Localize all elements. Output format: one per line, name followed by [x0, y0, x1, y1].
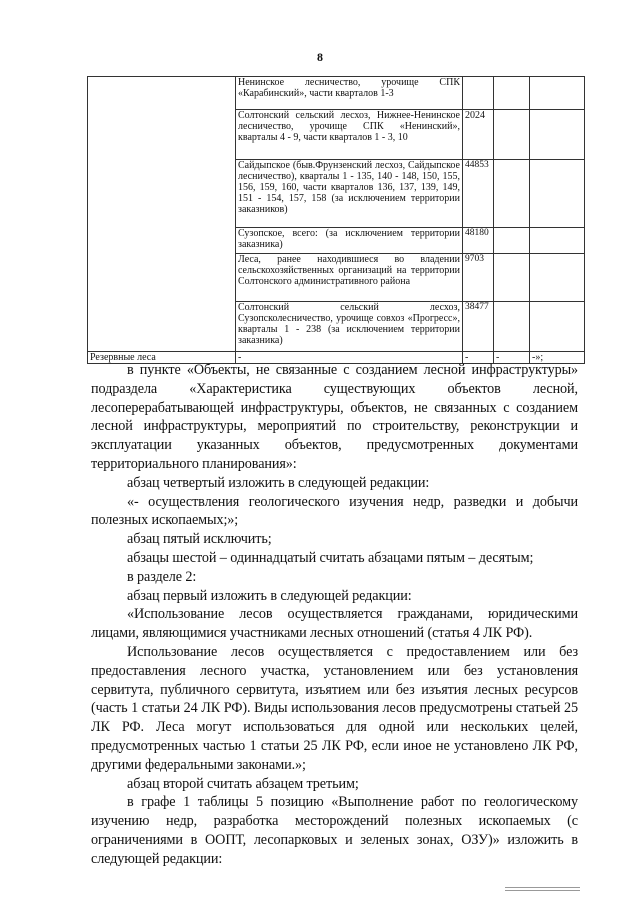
table-cell-extra: [530, 77, 585, 110]
table-cell-description: Сайдыпское (быв.Фрунзенский лесхоз, Сайдыпское лесничество), кварталы 1 - 135, 140 - 148, 150, 155, 156, 159, 160, части кварталов 136, 137, 139, 149, 151 - 154, 157, 158 (за исключением территории заказников): [236, 160, 463, 228]
footer-line: [505, 887, 580, 888]
table-cell-area: [463, 77, 494, 110]
footer-line: [505, 890, 580, 891]
table-cell-area: 38477: [463, 302, 494, 352]
paragraph: Использование лесов осуществляется с предоставлением или без предоставления лесного участка, установлением или без установления сервитута, публичного сервитута, изъятием или без изъятия лесных ресурсов (часть 1 статьи 24 ЛК РФ). Виды использования лесов предусмотрены статьей 25 ЛК РФ. Леса могут использоваться для одной или нескольких целей, предусмотренных частью 1 статьи 25 ЛК РФ, если иное не установлено ЛК РФ, другими федеральными законами.»;: [91, 643, 578, 773]
table-cell-dash: -: [236, 352, 463, 364]
table-cell-extra: [530, 302, 585, 352]
table-cell-extra: [494, 302, 530, 352]
table-cell-area: 44853: [463, 160, 494, 228]
paragraph: абзац первый изложить в следующей редакции:: [127, 587, 412, 604]
table-cell-dash: -: [494, 352, 530, 364]
table-cell-dash: -: [463, 352, 494, 364]
table-cell-area: 9703: [463, 254, 494, 302]
paragraph: в разделе 2:: [127, 568, 197, 585]
table-cell-extra: [530, 254, 585, 302]
paragraph: «Использование лесов осуществляется гражданами, юридическими лицами, являющимися участниками лесных отношений (статья 4 ЛК РФ).: [91, 606, 578, 642]
table-cell-reserve-label: Резервные леса: [88, 352, 236, 364]
paragraph: абзац четвертый изложить в следующей редакции:: [127, 474, 430, 491]
table-cell-extra: [530, 228, 585, 254]
paragraph: «- осуществления геологического изучения недр, разведки и добычи полезных ископаемых;»;: [91, 493, 578, 529]
table-cell-area: 2024: [463, 110, 494, 160]
paragraph: в пункте «Объекты, не связанные с созданием лесной инфраструктуры» подраздела «Характеристика существующих объектов лесной, лесоперерабатывающей инфраструктуры, объектов, не связанных с созданием лесной инфраструктуры, мероприятий по строительству, реконструкции и эксплуатации указанных объектов, предусмотренных документами территориального планирования»:: [91, 362, 578, 472]
forest-table: [87, 76, 585, 364]
paragraph: абзацы шестой – одиннадцатый считать абзацами пятым – десятым;: [127, 549, 534, 566]
paragraph: абзац второй считать абзацем третьим;: [127, 775, 359, 792]
footer-rule: [505, 887, 580, 893]
table-cell-description: Солтонский сельский лесхоз, Сузопсколесничество, урочище совхоз «Прогресс», кварталы 1 - 238 (за исключением территории заказника): [236, 302, 463, 352]
paragraph: в графе 1 таблицы 5 позицию «Выполнение работ по геологическому изучению недр, разработка месторождений полезных ископаемых (с ограничениями в ООПТ, лесопарковых и зеленых зонах, ОЗУ)» изложить в следующей редакции:: [91, 794, 578, 867]
table-row: [88, 77, 585, 110]
table-cell-description: Ненинское лесничество, урочище СПК «Карабинский», части кварталов 1-3: [236, 77, 463, 110]
paragraph: абзац пятый исключить;: [127, 531, 272, 548]
table-cell-extra: [494, 110, 530, 160]
table-cell-extra: [494, 228, 530, 254]
table-cell-description: Солтонский сельский лесхоз, Нижнее-Ненинское лесничество, урочище СПК «Ненинский», кварталы 4 - 9, части кварталов 1 - 3, 10: [236, 110, 463, 160]
table-cell-description: Леса, ранее находившиеся во владении сельскохозяйственных организаций на территории Солтонского административного района: [236, 254, 463, 302]
table-cell-extra: [494, 254, 530, 302]
table-cell-extra: [530, 110, 585, 160]
page-number: 8: [317, 50, 323, 64]
table-cell-extra: [494, 160, 530, 228]
document-body: [91, 361, 578, 869]
table-cell-empty: [88, 77, 236, 352]
table-cell-extra: [530, 160, 585, 228]
table-cell-dash: -»;: [530, 352, 585, 364]
table-cell-extra: [494, 77, 530, 110]
table-cell-area: 48180: [463, 228, 494, 254]
table-cell-description: Сузопское, всего: (за исключением территории заказника): [236, 228, 463, 254]
